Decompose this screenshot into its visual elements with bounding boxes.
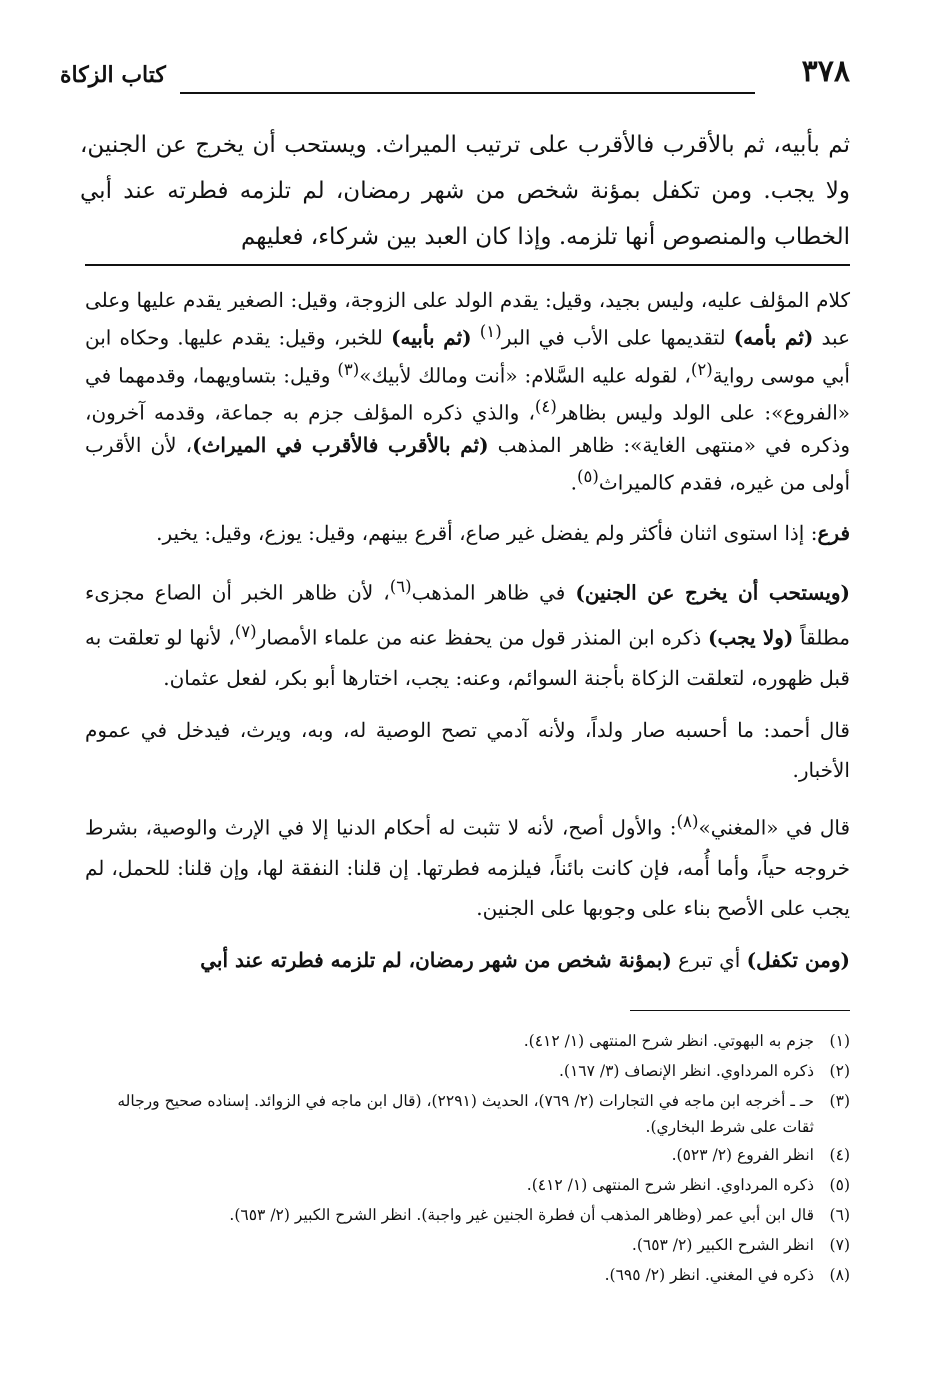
quoted-matn: (ولا يجب) bbox=[707, 625, 794, 650]
footnote-item bbox=[85, 1260, 850, 1290]
footnote-text: ذكره في المغني. انظر (٢/ ٦٩٥). bbox=[604, 1266, 814, 1284]
footnote-text: انظر الشرح الكبير (٢/ ٦٥٣). bbox=[631, 1236, 814, 1254]
comment-text: : والأول أصح، لأنه لا تثبت له أحكام الدنيا إلا في الإرث والوصية، بشرط خروجه حياً، وأما أُمه، فإن كانت بائناً، فيلزمه فطرتها. إن قلنا: النفقة لها، وإن قلنا: للحمل، لم يجب على الأصح بناء على وجوبها على الجنين. bbox=[85, 815, 850, 920]
comment-text: ، لأن الأقرب أولى من غيره، فقدم كالميراث bbox=[85, 432, 850, 495]
footnote-number: (٤) bbox=[829, 1146, 850, 1164]
footnote-number: (٦) bbox=[829, 1206, 850, 1224]
footnotes-separator bbox=[630, 1010, 850, 1011]
footnote-ref[interactable]: (٢) bbox=[690, 359, 713, 379]
branch-label: فرع bbox=[817, 520, 850, 545]
commentary-paragraph-6 bbox=[85, 940, 850, 980]
footnote-item bbox=[85, 1056, 850, 1086]
footnote-number: (٣) bbox=[829, 1092, 850, 1110]
page-header bbox=[60, 52, 850, 102]
footnote-number: (٢) bbox=[829, 1062, 850, 1080]
main-paragraph: ثم بأبيه، ثم بالأقرب فالأقرب على ترتيب الميراث. ويستحب أن يخرج عن الجنين، ولا يجب. ومن تكفل بمؤنة شخص من شهر رمضان، لم تلزمه فطرته عند أبي الخطاب والمنصوص أنها تلزمه. وإذا كان العبد بين شركاء، فعليهم bbox=[80, 132, 850, 250]
footnote-item bbox=[85, 1200, 850, 1230]
footnote-ref[interactable]: (٧) bbox=[234, 622, 257, 642]
commentary-paragraph-4: قال أحمد: ما أحسبه صار ولداً، ولأنه آدمي تصح الوصية له، وبه، ويرث، فيدخل في عموم الأخبار. bbox=[85, 717, 850, 782]
footnote-number: (٨) bbox=[829, 1266, 850, 1284]
footnote-item bbox=[85, 1230, 850, 1260]
footnote-number: (١) bbox=[829, 1032, 850, 1050]
page-number: ٣٧٨ bbox=[801, 54, 850, 89]
comment-text: أي تبرع bbox=[671, 947, 747, 972]
chapter-title: كتاب الزكاة bbox=[60, 62, 166, 88]
comment-text: للخبر، وقيل: يقدم عليها. وحكاه ابن أبي موسى رواية bbox=[85, 325, 850, 388]
footnote-ref[interactable]: (٥) bbox=[576, 466, 599, 486]
footnote-text: جزم به البهوتي. انظر شرح المنتهى (١/ ٤١٢). bbox=[523, 1032, 814, 1050]
footnote-number: (٥) bbox=[829, 1176, 850, 1194]
quoted-matn: (ويستحب أن يخرج عن الجنين) bbox=[575, 580, 851, 605]
main-text bbox=[80, 122, 850, 260]
footnote-item bbox=[85, 1086, 850, 1140]
comment-text: ، لقوله عليه السَّلام: «أنت ومالك لأبيك» bbox=[359, 363, 691, 388]
quoted-matn: (ثم بأبيه) bbox=[391, 325, 472, 350]
comment-text: . bbox=[570, 470, 577, 495]
quoted-matn: (ثم بالأقرب فالأقرب في الميراث) bbox=[192, 432, 489, 457]
quoted-matn: (بمؤنة شخص من شهر رمضان، لم تلزمه فطرته عند أبي bbox=[200, 947, 672, 972]
comment-text: وقيل: بتساويهما، وقدمهما في «الفروع»: على الولد وليس بظاهر bbox=[85, 363, 850, 425]
comment-text: كلام المؤلف عليه، وليس بجيد، وقيل: يقدم الولد على الزوجة، وقيل: الصغير يقدم عليها وعلى عبد bbox=[85, 288, 851, 350]
footnote-ref[interactable]: (٦) bbox=[389, 576, 412, 596]
footnote-ref[interactable]: (٨) bbox=[676, 811, 699, 831]
footnote-ref[interactable]: (٤) bbox=[534, 397, 557, 417]
comment-text: لتقديمها على الأب في البر bbox=[501, 325, 734, 350]
footnote-text: حـ ـ أخرجه ابن ماجه في التجارات (٢/ ٧٦٩)، الحديث (٢٢٩١)، (قال ابن ماجه في الزوائد. إسناده صحيح ورجاله ثقات على شرط البخاري). bbox=[117, 1092, 814, 1136]
commentary-paragraph-5 bbox=[85, 802, 850, 928]
comment-text: : إذا استوى اثنان فأكثر ولم يفضل غير صاع، أقرع بينهم، وقيل: يوزع، وقيل: يخير. bbox=[156, 520, 818, 545]
footnote-text: قال ابن أبي عمر (وظاهر المذهب أن فطرة الجنين غير واجبة). انظر الشرح الكبير (٢/ ٦٥٣). bbox=[229, 1206, 814, 1224]
footnote-text: انظر الفروع (٢/ ٥٢٣). bbox=[671, 1146, 814, 1164]
quoted-matn: (ثم بأمه) bbox=[733, 325, 814, 350]
footnote-ref[interactable]: (١) bbox=[479, 322, 502, 341]
commentary bbox=[85, 284, 850, 980]
commentary-paragraph-3 bbox=[85, 567, 850, 698]
footnote-text: ذكره المرداوي. انظر شرح المنتهى (١/ ٤١٢). bbox=[526, 1176, 814, 1194]
footnotes bbox=[85, 1026, 850, 1290]
footnote-text: ذكره المرداوي. انظر الإنصاف (٣/ ١٦٧). bbox=[558, 1062, 814, 1080]
main-separator bbox=[85, 264, 850, 266]
footnote-item bbox=[85, 1026, 850, 1056]
header-rule bbox=[180, 92, 755, 94]
comment-text: ، لأنها لو تعلقت به قبل ظهوره، لتعلقت الزكاة بأجنة السوائم، وعنه: يجب، اختارها أبو بكر، لفعل عثمان. bbox=[85, 625, 850, 690]
footnote-ref[interactable]: (٣) bbox=[337, 359, 360, 379]
comment-text: في ظاهر المذهب bbox=[411, 580, 576, 605]
footnote-item bbox=[85, 1170, 850, 1200]
quoted-matn: (ومن تكفل) bbox=[746, 947, 850, 972]
comment-text: ذكره ابن المنذر قول من يحفظ عنه من علماء الأمصار bbox=[256, 625, 708, 650]
comment-text bbox=[472, 326, 480, 350]
footnote-item bbox=[85, 1140, 850, 1170]
footnote-number: (٧) bbox=[829, 1236, 850, 1254]
commentary-paragraph-2 bbox=[85, 513, 850, 553]
comment-text: ، والذي ذكره المؤلف جزم به جماعة، وقدمه آخرون، وذكره في «منتهى الغاية»: ظاهر المذهب bbox=[85, 400, 851, 457]
comment-text: قال في «المغني» bbox=[698, 815, 851, 840]
comment-text: ، لأن ظاهر الخبر أن الصاع مجزىء مطلقاً bbox=[85, 580, 850, 650]
commentary-paragraph-1 bbox=[85, 284, 850, 499]
